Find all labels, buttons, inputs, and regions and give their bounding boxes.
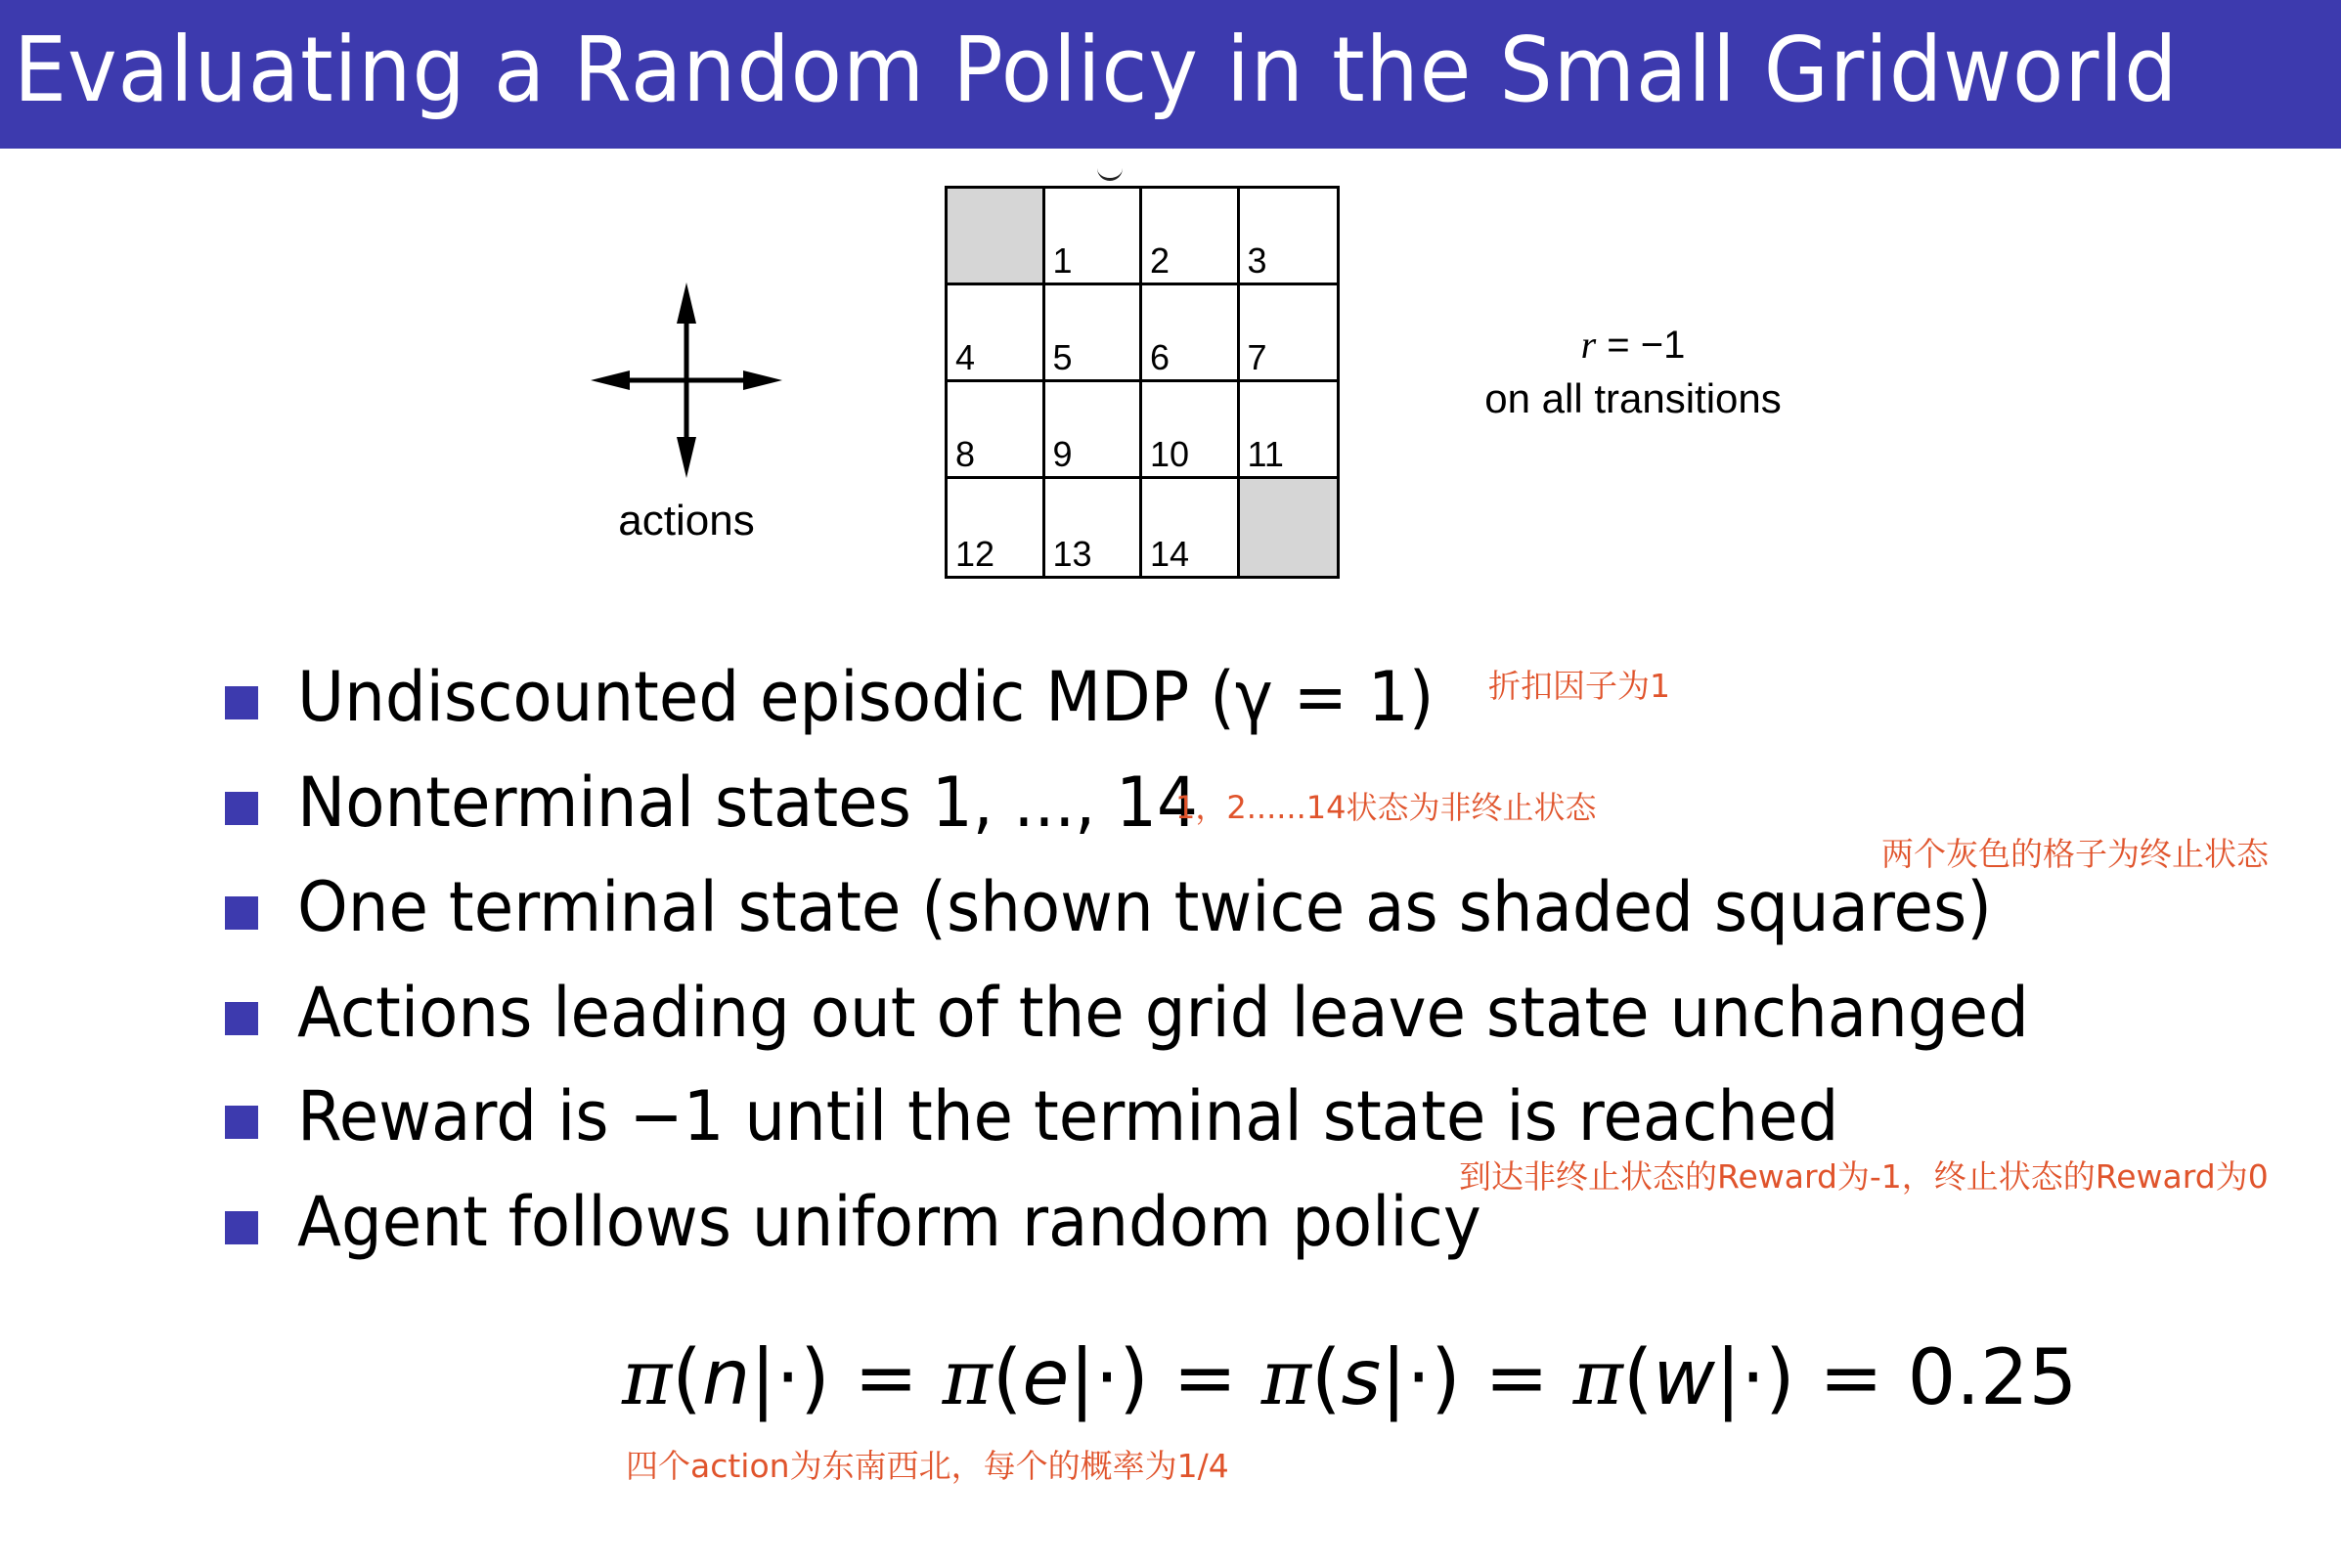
probability-value: 0.25 — [1907, 1334, 2078, 1422]
annotation-policy: 四个action为东南西北，每个的概率为1/4 — [626, 1447, 1229, 1485]
annotation-nonterminal: 1，2......14状态为非终止状态 — [1175, 789, 1597, 826]
cell-label: 6 — [1150, 337, 1170, 377]
grid-cell — [1045, 382, 1143, 479]
cell-label: 2 — [1150, 240, 1170, 281]
annotation-terminal: 两个灰色的格子为终止状态 — [1881, 835, 2269, 873]
bullet-square-icon — [225, 792, 258, 825]
grid-cell — [1045, 285, 1143, 382]
bullet-text: Undiscounted episodic MDP (γ = 1) — [297, 657, 1435, 737]
grid-top-mark — [1097, 168, 1123, 181]
bullet-text: Actions leading out of the grid leave state unchanged — [297, 973, 2029, 1053]
cell-label: 9 — [1052, 434, 1073, 474]
four-direction-arrows-icon — [587, 279, 788, 480]
grid-cell-terminal — [1240, 479, 1338, 576]
grid-cell — [948, 479, 1045, 576]
reward-description: on all transitions — [1484, 375, 1782, 421]
annotation-reward: 到达非终止状态的Reward为-1，终止状态的Reward为0 — [1459, 1157, 2269, 1196]
bullet-text: Nonterminal states 1, ..., 14 — [297, 762, 1198, 843]
actions-label: actions — [618, 497, 755, 544]
reward-var: r — [1580, 323, 1597, 367]
grid-cell — [1045, 479, 1143, 576]
grid-cell — [1240, 285, 1338, 382]
bullet-text: One terminal state (shown twice as shaded squares) — [297, 867, 1992, 947]
grid-cell — [1142, 479, 1240, 576]
cell-label: 11 — [1247, 434, 1284, 474]
slide-title: Evaluating a Random Policy in the Small Gridworld — [14, 18, 2179, 122]
bullet-square-icon — [225, 896, 258, 930]
cell-label: 8 — [955, 434, 976, 474]
cell-label: 4 — [955, 337, 976, 377]
reward-value: −1 — [1640, 324, 1686, 367]
cell-label: 1 — [1052, 240, 1073, 281]
bullet-square-icon — [225, 686, 258, 719]
grid-cell — [1142, 382, 1240, 479]
grid-cell — [1240, 382, 1338, 479]
action-n: n — [701, 1334, 751, 1422]
reward-equation: r = −1 — [1580, 323, 1686, 367]
bullet-square-icon — [225, 1002, 258, 1035]
cell-label: 14 — [1150, 534, 1190, 574]
cell-label: 13 — [1052, 534, 1092, 574]
grid-cell-terminal — [948, 189, 1045, 285]
action-w: w — [1653, 1334, 1716, 1422]
grid-cell — [948, 382, 1045, 479]
gridworld — [945, 186, 1340, 579]
action-e: e — [1022, 1334, 1070, 1422]
policy-formula: π(n|·) = π(e|·) = π(s|·) = π(w|·) = 0.25 — [622, 1334, 2078, 1422]
cell-label: 10 — [1150, 434, 1190, 474]
bullet-text: Agent follows uniform random policy — [297, 1182, 1481, 1262]
title-bar — [0, 0, 2341, 149]
cell-label: 12 — [955, 534, 995, 574]
cell-label: 3 — [1247, 240, 1267, 281]
cell-label: 5 — [1052, 337, 1073, 377]
grid-cell — [1142, 189, 1240, 285]
action-s: s — [1341, 1334, 1382, 1422]
grid-cell — [1142, 285, 1240, 382]
grid-cell — [1240, 189, 1338, 285]
bullet-square-icon — [225, 1211, 258, 1244]
grid-cell — [948, 285, 1045, 382]
bullet-text: Reward is −1 until the terminal state is reached — [297, 1076, 1839, 1156]
cell-label: 7 — [1247, 337, 1267, 377]
annotation-discount: 折扣因子为1 — [1488, 667, 1670, 705]
grid-cell — [1045, 189, 1143, 285]
bullet-square-icon — [225, 1106, 258, 1139]
